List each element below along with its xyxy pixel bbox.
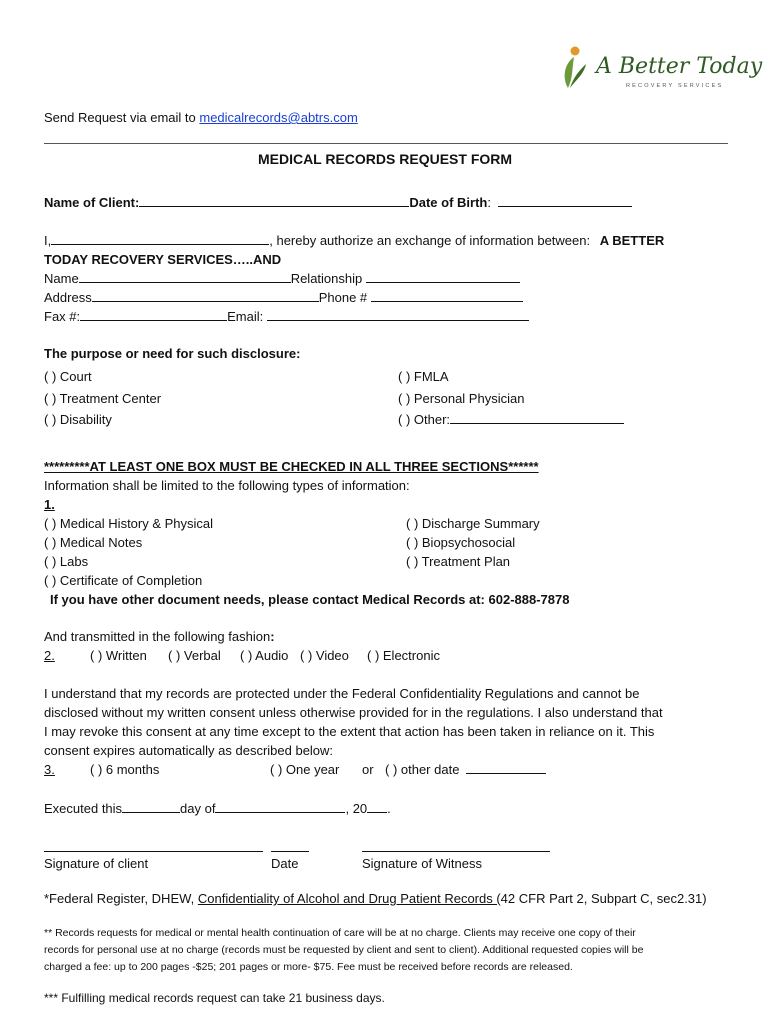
email-label: Email:	[227, 309, 264, 324]
transmit-audio[interactable]: ( ) Audio	[240, 648, 289, 663]
transmit-electronic[interactable]: ( ) Electronic	[367, 648, 440, 663]
expire-six-months[interactable]: ( ) 6 months	[90, 762, 160, 777]
federal-suffix: 42 CFR Part 2, Subpart C, sec2.31)	[500, 891, 707, 906]
info-labs[interactable]: ( ) Labs	[44, 554, 89, 569]
info-certificate[interactable]: ( ) Certificate of Completion	[44, 573, 203, 588]
address-field[interactable]	[92, 290, 319, 302]
leaf-logo-icon	[558, 44, 592, 92]
records-note-line-1: ** Records requests for medical or mental health continuation of care will be at no charge. Clients may receive one copy of their	[44, 927, 636, 939]
info-biopsychosocial[interactable]: ( ) Biopsychosocial	[406, 535, 516, 550]
executed-period: .	[387, 801, 391, 816]
section1-intro: Information shall be limited to the following types of information:	[44, 478, 410, 493]
other-date-field[interactable]	[466, 762, 546, 774]
expire-other-date[interactable]: ( ) other date	[385, 762, 460, 777]
address-label: Address	[44, 290, 92, 305]
dob-label: Date of Birth	[409, 195, 488, 210]
purpose-other-label[interactable]: ( ) Other:	[398, 412, 451, 427]
name-relationship-line	[44, 271, 520, 287]
transmit-video[interactable]: ( ) Video	[300, 648, 349, 663]
section2-number: 2.	[44, 648, 55, 663]
authorization-line	[44, 233, 664, 249]
witness-signature-label: Signature of Witness	[362, 856, 482, 871]
address-phone-line	[44, 290, 523, 306]
consent-line-3: I may revoke this consent at any time except to the extent that action has been taken in reliance on it. This	[44, 724, 655, 739]
fax-label: Fax #:	[44, 309, 81, 324]
consent-line-4: consent expires automatically as described below:	[44, 743, 334, 758]
executed-line	[44, 801, 391, 817]
authorization-text: , hereby authorize an exchange of information between:	[269, 233, 591, 248]
client-line	[44, 195, 632, 211]
authorizer-name-field[interactable]	[51, 233, 269, 245]
dob-field[interactable]	[498, 195, 632, 207]
section3-number: 3.	[44, 762, 55, 777]
logo-name: A Better Today	[596, 54, 763, 79]
purpose-disability[interactable]: ( ) Disability	[44, 412, 112, 427]
info-treatment-plan[interactable]: ( ) Treatment Plan	[406, 554, 511, 569]
records-note-line-3: charged a fee: up to 200 pages -$25; 201 pages or more- $75. Fee must be received before records are released.	[44, 961, 573, 973]
info-medical-notes[interactable]: ( ) Medical Notes	[44, 535, 143, 550]
section1-number: 1.	[44, 497, 55, 512]
expire-other-date-line	[385, 762, 546, 778]
witness-signature-line[interactable]	[362, 851, 550, 852]
send-request-text: Send Request via email to	[44, 110, 200, 125]
federal-link: Confidentiality of Alcohol and Drug Patient Records (	[197, 891, 501, 906]
name-label: Name	[44, 271, 79, 286]
contact-note: If you have other document needs, please contact Medical Records at: 602-888-7878	[50, 592, 570, 607]
email-field[interactable]	[267, 309, 529, 321]
client-signature-label: Signature of client	[44, 856, 149, 871]
expire-one-year[interactable]: ( ) One year	[270, 762, 340, 777]
purpose-personal-physician[interactable]: ( ) Personal Physician	[398, 391, 525, 406]
expire-or: or	[362, 762, 374, 777]
fax-field[interactable]	[80, 309, 227, 321]
consent-line-2: disclosed without my written consent unless otherwise provided for in the regulations. I also understand that	[44, 705, 663, 720]
transmit-verbal[interactable]: ( ) Verbal	[168, 648, 221, 663]
info-medical-history[interactable]: ( ) Medical History & Physical	[44, 516, 214, 531]
year-prefix: , 20	[345, 801, 368, 816]
company-name-b: TODAY RECOVERY SERVICES…..AND	[44, 252, 282, 267]
client-signature-line[interactable]	[44, 851, 263, 852]
required-notice: *********AT LEAST ONE BOX MUST BE CHECKED IN ALL THREE SECTIONS******	[44, 459, 539, 474]
dob-colon: :	[487, 195, 491, 210]
executed-label: Executed this	[44, 801, 123, 816]
day-of-label: day of	[180, 801, 216, 816]
section2-intro: And transmitted in the following fashion	[44, 629, 271, 644]
section2-intro-colon: :	[270, 629, 275, 644]
purpose-other-field[interactable]	[450, 412, 624, 424]
company-name-a: A BETTER	[599, 233, 665, 248]
phone-label: Phone #	[318, 290, 368, 305]
client-name-label: Name of Client:	[44, 195, 140, 210]
fax-email-line	[44, 309, 529, 325]
executed-day-field[interactable]	[122, 801, 180, 813]
purpose-fmla[interactable]: ( ) FMLA	[398, 369, 449, 384]
purpose-heading: The purpose or need for such disclosure:	[44, 346, 301, 361]
purpose-other	[398, 412, 624, 428]
section2-intro-line	[44, 629, 275, 645]
logo-subtitle: RECOVERY SERVICES	[626, 83, 724, 89]
records-note-line-2: records for personal use at no charge (records must be requested by client and sent to client). Additional requested copies will be	[44, 944, 644, 956]
info-discharge-summary[interactable]: ( ) Discharge Summary	[406, 516, 540, 531]
i-label: I,	[44, 233, 52, 248]
date-label: Date	[271, 856, 299, 871]
transmit-written[interactable]: ( ) Written	[90, 648, 147, 663]
logo	[558, 44, 763, 94]
email-link[interactable]: medicalrecords@abtrs.com	[199, 110, 358, 125]
send-request-line	[44, 110, 358, 126]
header-divider	[44, 143, 728, 144]
phone-field[interactable]	[371, 290, 523, 302]
page-title: MEDICAL RECORDS REQUEST FORM	[257, 151, 513, 167]
federal-register-note	[44, 891, 707, 907]
date-signature-line[interactable]	[271, 851, 309, 852]
purpose-treatment-center[interactable]: ( ) Treatment Center	[44, 391, 162, 406]
fulfilling-note: *** Fulfilling medical records request can take 21 business days.	[44, 991, 385, 1005]
consent-line-1: I understand that my records are protected under the Federal Confidentiality Regulations and cannot be	[44, 686, 640, 701]
relationship-label: Relationship	[290, 271, 363, 286]
relationship-field[interactable]	[366, 271, 520, 283]
executed-year-field[interactable]	[367, 801, 387, 813]
client-name-field[interactable]	[139, 195, 409, 207]
federal-prefix: *Federal Register, DHEW,	[44, 891, 198, 906]
executed-month-field[interactable]	[215, 801, 345, 813]
party-name-field[interactable]	[79, 271, 291, 283]
purpose-court[interactable]: ( ) Court	[44, 369, 92, 384]
